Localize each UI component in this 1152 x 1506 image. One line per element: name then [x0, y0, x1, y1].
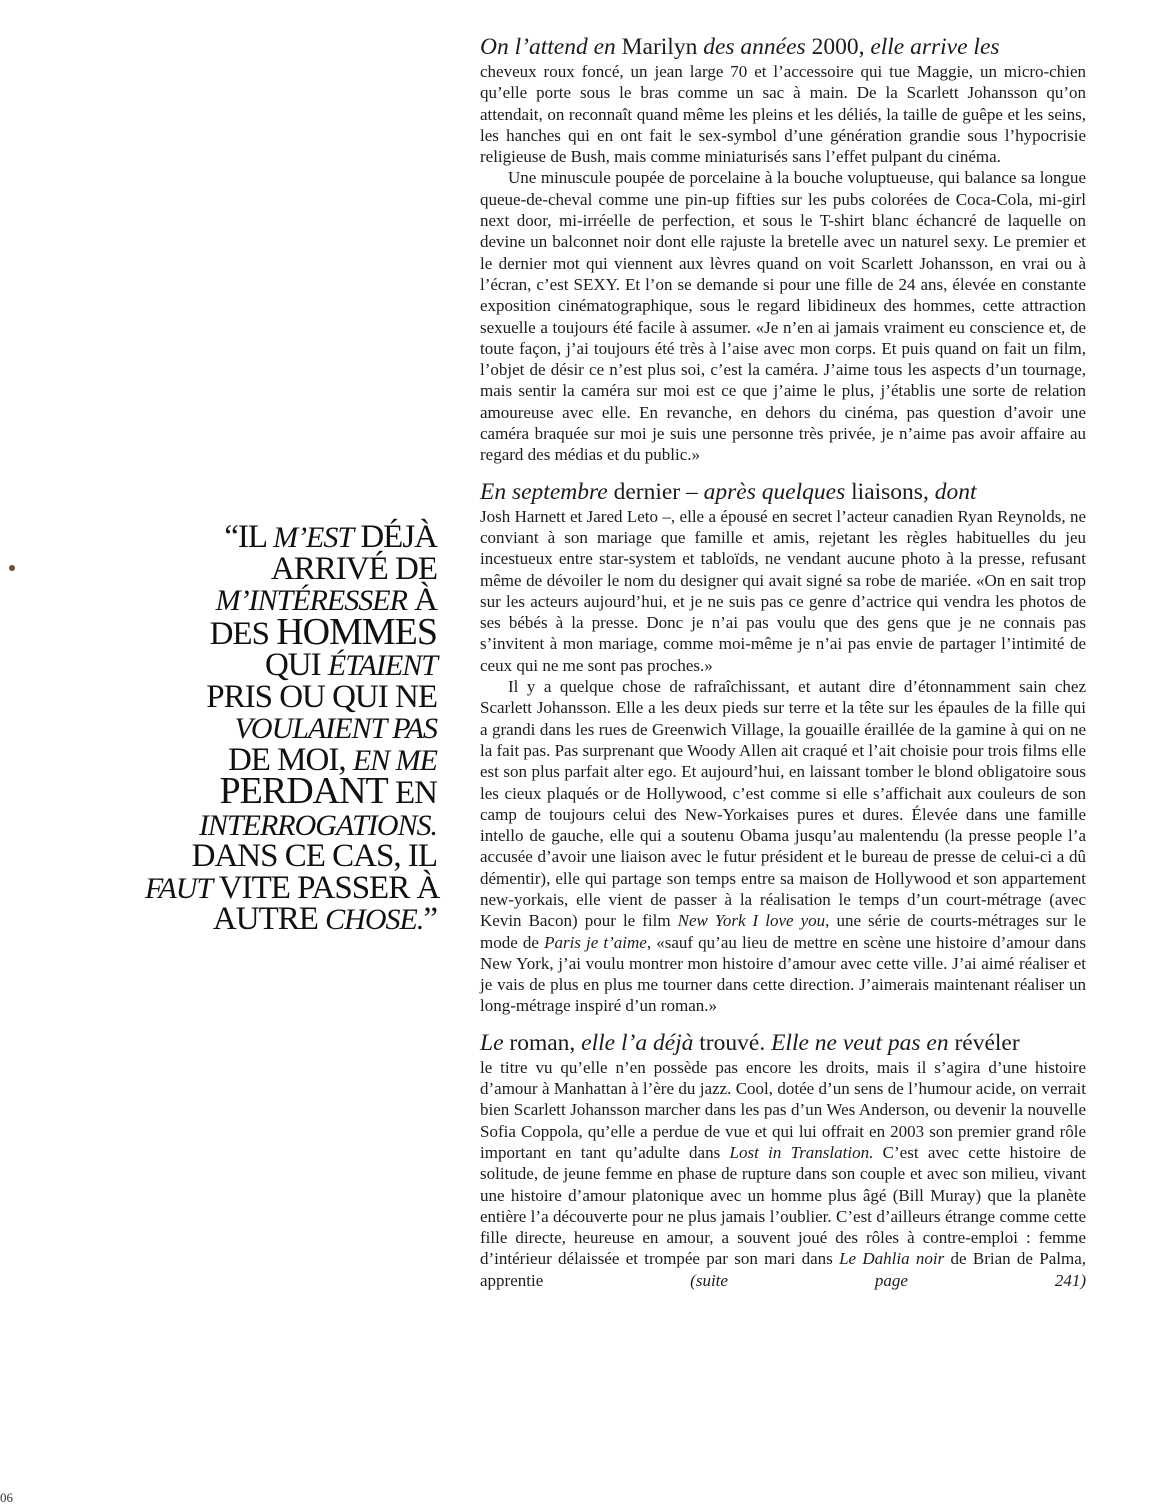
film-title: Paris je t’aime [544, 932, 647, 952]
quote-word: INTERROGATIONS. [198, 808, 437, 842]
quote-word: EN [395, 775, 437, 811]
paragraph-text: Il y a quelque chose de rafraîchissant, et autant dire d’étonnamment sain chez Scarlett Johansson. Elle a les deux pieds sur terre et la tête sur les épaules de la fille qui a grandi dans les rues de Greenwich Village, la gouaille éraillée de la gamine à qui on ne la fait pas. Pas surprenant que Woody Allen ait craqué et l’ait choisie pour trois films elle est son plus parfait alter ego. Et aujourd’hui, en laissant tomber le blond obligatoire sous les cieux plaqués or de Hollywood, c’est comme si elle s’affichait aux couleurs de son camp de toujours celui des New-Yorkaises pures et dures. Élevée dans une famille intello de gauche, elle qui a soutenu Obama jusqu’au malentendu (la presse people l’a accusée d’avoir une liaison avec le futur président et le bureau de presse de celui-ci a dû démentir), elle qui partage son temps entre sa maison de Hollywood et son appartement new-yorkais, elle vient de passer à la réalisation le temps d’un court-métrage (avec Kevin Bacon) pour le film [480, 677, 1086, 931]
pull-quote-line [145, 678, 437, 715]
film-title: Lost in Translation. [729, 1142, 874, 1162]
quote-word: EN ME [352, 743, 437, 777]
quote-word: CHOSE. [325, 903, 424, 936]
quote-word: QUI [264, 647, 321, 683]
quote-word: IL [237, 519, 266, 555]
quote-word: DES [209, 615, 269, 652]
article-section-3 [480, 1030, 1086, 1291]
lead-text: elle arrive les [870, 34, 1000, 60]
pull-quote-line [145, 901, 437, 937]
lead-text: roman, [509, 1029, 576, 1056]
lead-text: dernier – [613, 478, 698, 505]
pull-quote-line [145, 713, 437, 745]
paragraph-text: , «sauf qu’au lieu de mettre en scène une histoire d’amour dans New York, j’ai voulu montrer mon histoire d’amour avec cette ville. J’ai aimé réaliser et je vais de plus en plus me tourner dans cette direction. J’aimerais maintenant réaliser un long-métrage inspiré d’un roman.» [480, 932, 1086, 1016]
article-section-1 [480, 34, 1086, 466]
continued-reference: (suite page 241) [690, 1270, 1086, 1290]
pull-quote-line [145, 550, 437, 587]
section-lead [480, 479, 1086, 506]
paragraph: Une minuscule poupée de porcelaine à la bouche voluptueuse, qui balance sa longue queue-de-cheval comme une pin-up fifties sur les pubs colorées de Coca-Cola, mi-girl next door, mi-irréelle de perfection, et sous le T-shirt blanc échancré de laquelle on devine un balconnet noir dont elle rajuste la bretelle avec un naturel sexy. Le premier et le dernier mot qui viennent aux lèvres quand on voit Scarlett Johansson, en vrai ou à l’écran, c’est SEXY. Et l’on se demande si pour une fille de 24 ans, élevée en constante exposition cinématographique, sous le regard libidineux des hommes, cette attraction sexuelle a toujours été facile à assumer. «Je n’en ai jamais vraiment eu conscience et, de toute façon, j’ai toujours été très à l’aise avec mon corps. Et puis quand on fait un film, l’objet de désir ce n’est plus soi, c’est la caméra. J’aime tous les aspects d’un tournage, mais sentir la caméra sur moi est ce que j’aime le plus, j’établis une sorte de relation amoureuse avec elle. En revanche, en dehors du cinéma, pas question d’avoir une caméra braquée sur moi je suis une personne très privée, je n’aime pas avoir affaire au regard des médias et du public.» [480, 168, 1086, 465]
quote-word: DANS CE CAS, IL [191, 838, 437, 874]
quote-word: VITE PASSER À [218, 869, 440, 906]
lead-text: après quelques [703, 478, 846, 505]
pull-quote-line [145, 770, 437, 812]
page-number: 06 [0, 1490, 13, 1505]
quote-word: DE MOI, [227, 741, 346, 778]
quote-word: AUTRE [212, 901, 318, 937]
open-quote: “ [224, 519, 238, 555]
paragraph-text: C’est avec cette histoire de solitude, de jeune femme en phase de rupture dans son couple et avec son milieu, vivant une histoire d’amour platonique avec un homme plus âgé (Bill Muray) que la planète entière l’a découverte pour ne plus jamais l’oublier. C’est d’ailleurs étrange comme cette fille directe, heureuse en amour, a souvent joué des rôles à contre-emploi : femme d’intérieur délaissée et trompée par son mari dans [480, 1142, 1087, 1269]
paragraph: cheveux roux foncé, un jean large 70 et l’accessoire qui tue Maggie, un micro-chien qu’elle porte sous le bras comme un sac à main. De la Scarlett Johansson qu’on attendait, on reconnaît quand même les pleins et les déliés, la taille de guêpe et les seins, les hanches qui en ont fait le sex-symbol d’une génération grandie sous l’hypocrisie religieuse de Bush, mais comme miniaturisés sans l’effet pulpant du cinéma. [480, 62, 1086, 167]
quote-word: DÉJÀ [360, 519, 437, 555]
quote-word: M’EST [273, 521, 354, 554]
paper-speck [9, 565, 15, 571]
lead-text: Marilyn [621, 34, 698, 60]
quote-word: VOULAIENT PAS [234, 712, 437, 745]
quote-word: PRIS OU QUI NE [206, 678, 437, 715]
pull-quote-line [145, 519, 437, 555]
quote-word: FAUT [145, 871, 213, 905]
close-quote: ” [423, 901, 437, 937]
section-lead [480, 1030, 1086, 1057]
paragraph-text: , une série de courts-métrages sur le mode de [480, 911, 1086, 952]
lead-text: liaisons, [851, 478, 929, 505]
lead-text: révéler [954, 1029, 1020, 1056]
quote-word: HOMMES [276, 610, 437, 653]
lead-text: Elle ne veut pas en [771, 1029, 949, 1056]
paragraph [480, 1057, 1086, 1291]
lead-text: En septembre [480, 478, 608, 505]
quote-word: PERDANT [219, 770, 388, 812]
article-section-2 [480, 479, 1086, 1017]
paragraph-text: de Brian de Palma, apprentie [480, 1249, 1086, 1290]
lead-text: Le [480, 1029, 504, 1056]
article-body [480, 34, 1086, 1291]
quote-word: M’INTÉRESSER [215, 584, 407, 617]
pull-quote-line [145, 838, 437, 874]
film-title: Le Dahlia noir [839, 1249, 945, 1269]
lead-text: On l’attend en [480, 34, 616, 60]
lead-text: dont [934, 478, 977, 505]
pull-quote-line [145, 869, 440, 906]
pull-quote-line [145, 610, 437, 653]
section-lead [480, 34, 1086, 61]
quote-word: À [414, 582, 437, 618]
paragraph-text: le titre vu qu’elle n’en possède pas encore les droits, mais il s’agira d’une histoire d’amour à Manhattan à l’ère du jazz. Cool, dotée d’un sens de l’humour acide, on verrait bien Scarlett Johansson marcher dans les pas d’un Wes Anderson, ou devenir la nouvelle Sofia Coppola, qu’elle a perdue de vue et qui lui offrait en 2003 son premier grand rôle important en tant qu’adulte dans [480, 1057, 1086, 1162]
pull-quote-line [145, 810, 437, 842]
lead-text: 2000, [811, 34, 865, 60]
lead-text: trouvé. [699, 1029, 766, 1056]
lead-text: elle l’a déjà [581, 1029, 694, 1056]
lead-text: des années [703, 34, 806, 60]
quote-word: ARRIVÉ DE [270, 550, 437, 587]
pull-quote [145, 519, 440, 937]
paragraph: Josh Harnett et Jared Leto –, elle a épousé en secret l’acteur canadien Ryan Reynolds, ne conviant à son mariage que famille et amis, rejetant les règles habituelles du jeu incestueux entre star-system et tabloïds, ne vendant aucune photo à la presse, refusant même de dévoiler le nom du designer qui avait signé sa robe de mariée. «On en sait trop sur les acteurs aujourd’hui, et je ne suis pas ce genre d’actrice qui vendra les photos de ses bébés à la presse. Donc je n’ai pas voulu que des gens que je ne connais pas s’invitent à mon mariage, comme moi-même je n’ai pas envie de partager l’intimité de ceux qui ne me sont pas proches.» [480, 506, 1086, 675]
paragraph [480, 676, 1086, 1017]
quote-word: ÉTAIENT [327, 649, 437, 682]
film-title: New York I love you [677, 911, 826, 931]
pull-quote-line [145, 647, 437, 683]
